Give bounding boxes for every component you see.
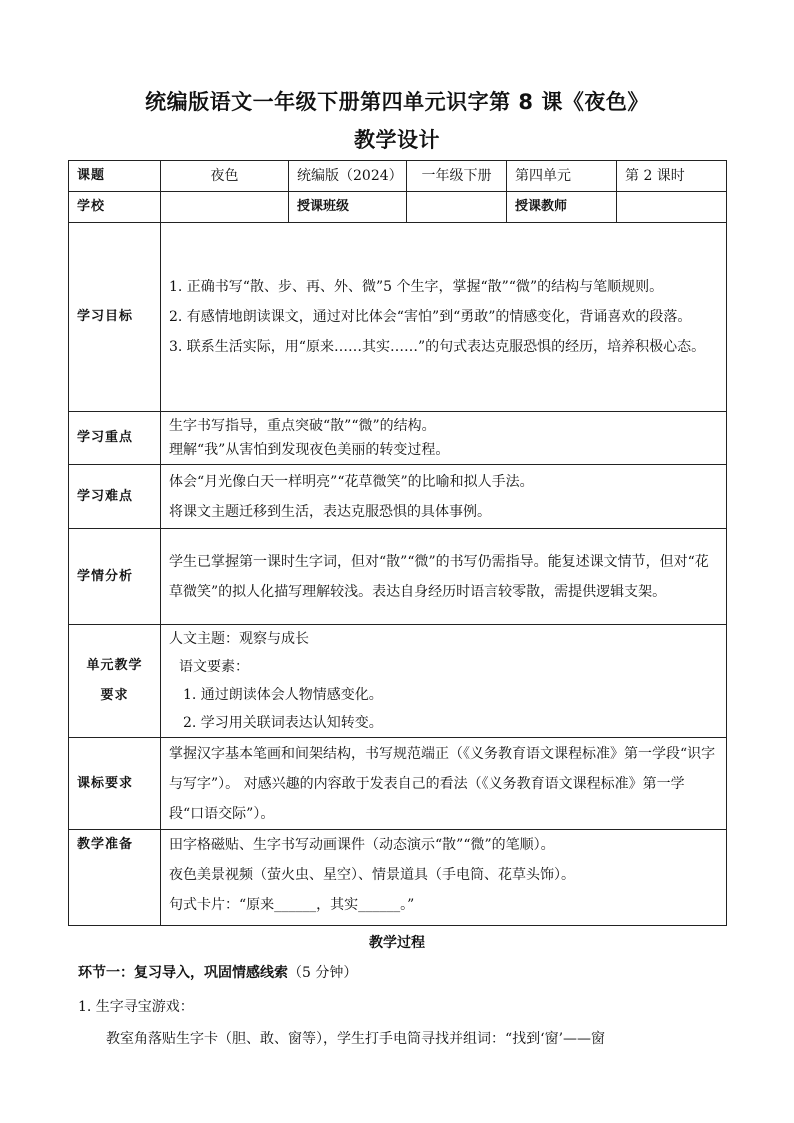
unit-theme: 人文主题：观察与成长 bbox=[169, 631, 309, 647]
period-cell: 第 2 课时 bbox=[617, 161, 727, 192]
key-point-item: 生字书写指导，重点突破“散”“微”的结构。 bbox=[169, 418, 436, 434]
unit-requirement-row bbox=[69, 625, 727, 738]
lesson-plan-table bbox=[68, 160, 727, 926]
unit-requirement-label-line2: 要求 bbox=[100, 688, 129, 703]
difficulties-row bbox=[69, 465, 727, 529]
standards-content bbox=[161, 738, 727, 830]
school-label: 学校 bbox=[69, 192, 161, 223]
class-value bbox=[407, 192, 507, 223]
preparation-content bbox=[161, 830, 727, 926]
difficulties-label: 学习难点 bbox=[69, 465, 161, 529]
preparation-label: 教学准备 bbox=[69, 830, 161, 926]
goal-item: 1. 正确书写“散、步、再、外、微”5 个生字，掌握“散”“微”的结构与笔顺规则。 bbox=[169, 279, 664, 295]
goal-item: 3. 联系生活实际，用“原来……其实……”的句式表达克服恐惧的经历，培养积极心态。 bbox=[169, 339, 706, 355]
grade-cell: 一年级下册 bbox=[407, 161, 507, 192]
goals-label: 学习目标 bbox=[69, 223, 161, 412]
preparation-item: 田字格磁贴、生字书写动画课件（动态演示“散”“微”的笔顺）。 bbox=[169, 837, 555, 853]
school-value bbox=[161, 192, 289, 223]
unit-requirement-content bbox=[161, 625, 727, 738]
key-points-content bbox=[161, 412, 727, 465]
difficulty-item: 体会“月光像白天一样明亮”“花草微笑”的比喻和拟人手法。 bbox=[169, 473, 534, 490]
unit-requirement-label bbox=[69, 625, 161, 738]
school-row bbox=[69, 192, 727, 223]
step-one-title: 环节一：复习导入，巩固情感线索 bbox=[78, 965, 288, 981]
course-value: 夜色 bbox=[161, 161, 289, 192]
difficulty-item: 将课文主题迁移到生活，表达克服恐惧的具体事例。 bbox=[169, 503, 491, 520]
goal-item: 2. 有感情地朗读课文，通过对比体会“害怕”到“勇敢”的情感变化，背诵喜欢的段落。 bbox=[169, 309, 692, 325]
analysis-content bbox=[161, 529, 727, 625]
course-label: 课题 bbox=[69, 161, 161, 192]
step-one-item-text: 教室角落贴生字卡（胆、敢、窗等），学生打手电筒寻找并组词：“找到‘窗’——窗 bbox=[106, 1031, 606, 1047]
unit-cell: 第四单元 bbox=[507, 161, 617, 192]
goals-content bbox=[161, 223, 727, 412]
preparation-item: 夜色美景视频（萤火虫、星空）、情景道具（手电筒、花草头饰）。 bbox=[169, 867, 575, 883]
key-points-row bbox=[69, 412, 727, 465]
teacher-label: 授课教师 bbox=[507, 192, 617, 223]
standards-row bbox=[69, 738, 727, 830]
preparation-row bbox=[69, 830, 727, 926]
edition-cell: 统编版（2024） bbox=[289, 161, 407, 192]
key-points-label: 学习重点 bbox=[69, 412, 161, 465]
analysis-text: 学生已掌握第一课时生字词，但对“散”“微”的书写仍需指导。能复述课文情节，但对“花草微笑”的拟人化描写理解较浅。表达自身经历时语言较零散，需提供逻辑支架。 bbox=[169, 553, 709, 600]
unit-list-item: 1. 通过朗读体会人物情感变化。 bbox=[183, 687, 383, 703]
step-one-item: 1. 生字寻宝游戏： bbox=[78, 999, 194, 1015]
step-one-heading bbox=[78, 962, 357, 982]
unit-requirement-label-line1: 单元教学 bbox=[86, 658, 143, 673]
difficulties-content bbox=[161, 465, 727, 529]
unit-list-item: 2. 学习用关联词表达认知转变。 bbox=[183, 715, 383, 731]
unit-elements: 语文要素： bbox=[179, 659, 249, 675]
analysis-row bbox=[69, 529, 727, 625]
teacher-value bbox=[617, 192, 727, 223]
document-title: 统编版语文一年级下册第四单元识字第 8 课《夜色》 bbox=[145, 90, 649, 114]
course-row bbox=[69, 161, 727, 192]
key-point-item: 理解“我”从害怕到发现夜色美丽的转变过程。 bbox=[169, 442, 450, 458]
preparation-item: 句式卡片：“原来______，其实______。” bbox=[169, 897, 415, 913]
document-subtitle: 教学设计 bbox=[354, 128, 440, 152]
standards-label: 课标要求 bbox=[69, 738, 161, 830]
step-one-time: （5 分钟） bbox=[288, 965, 358, 981]
process-heading: 教学过程 bbox=[369, 935, 425, 951]
goals-row bbox=[69, 223, 727, 412]
standards-text: 掌握汉字基本笔画和间架结构，书写规范端正（《义务教育语文课程标准》第一学段“识字与写字”）。 对感兴趣的内容敢于发表自己的看法（《义务教育语文课程标准》第一学段“口语交际”）。 bbox=[169, 745, 716, 822]
analysis-label: 学情分析 bbox=[69, 529, 161, 625]
class-label: 授课班级 bbox=[289, 192, 407, 223]
